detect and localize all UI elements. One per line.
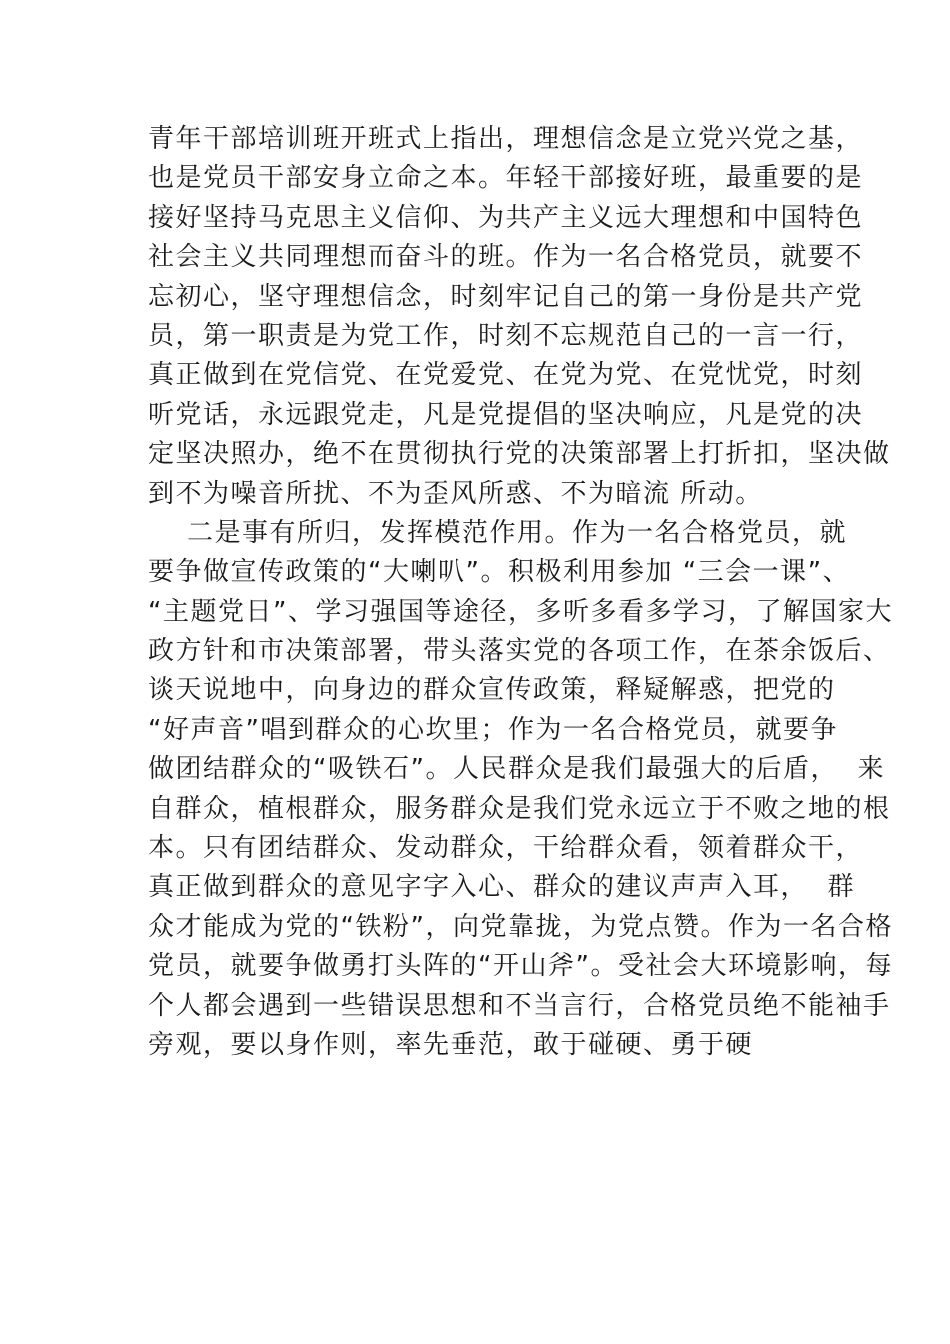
text-line: 也是党员干部安身立命之本。年轻干部接好班，最重要的是	[148, 163, 864, 194]
text-line: “好声音”唱到群众的心坎里；作为一名合格党员，就要争	[148, 714, 838, 745]
text-line: 众才能成为党的“铁粉”，向党靠拢，为党点赞。作为一名合格	[148, 911, 893, 942]
text-line: 真正做到群众的意见字字入心、群众的建议声声入耳， 群	[148, 872, 856, 903]
text-line: 定坚决照办，绝不在贯彻执行党的决策部署上打折扣，坚决做	[148, 439, 891, 470]
text-line: 青年干部培训班开班式上指出，理想信念是立党兴党之基，	[148, 124, 864, 154]
text-line: 真正做到在党信党、在党爱党、在党为党、在党忧党，时刻	[148, 360, 864, 391]
text-line: 听党话，永远跟党走，凡是党提倡的坚决响应，凡是党的决	[148, 399, 864, 430]
text-line: 做团结群众的“吸铁石”。人民群众是我们最强大的后盾， 来	[148, 754, 885, 785]
text-line: 党员，就要争做勇打头阵的“开山斧”。受社会大环境影响，每	[148, 951, 893, 982]
text-line: 政方针和市决策部署，带头落实党的各项工作，在茶余饭后、	[148, 636, 891, 667]
text-line: 接好坚持马克思主义信仰、为共产主义远大理想和中国特色	[148, 202, 864, 233]
text-line: 社会主义共同理想而奋斗的班。作为一名合格党员，就要不	[148, 242, 864, 273]
text-line: “主题党日”、学习强国等途径，多听多看多学习，了解国家大	[148, 596, 893, 627]
text-line: 要争做宣传政策的“大喇叭”。积极利用参加 “三会一课”、	[148, 557, 851, 588]
body-text	[148, 120, 893, 1065]
text-line: 自群众，植根群众，服务群众是我们党永远立于不败之地的根	[148, 793, 891, 824]
text-line: 员，第一职责是为党工作，时刻不忘规范自己的一言一行，	[148, 320, 864, 351]
text-line: 到不为噪音所扰、不为歪风所惑、不为暗流 所动。	[148, 478, 763, 509]
text-line: 个人都会遇到一些错误思想和不当言行，合格党员绝不能袖手	[148, 990, 891, 1021]
text-line: 忘初心，坚守理想信念，时刻牢记自己的第一身份是共产党	[148, 281, 864, 312]
text-line: 本。只有团结群众、发动群众，干给群众看，领着群众干，	[148, 833, 864, 864]
text-line: 谈天说地中，向身边的群众宣传政策，释疑解惑，把党的	[148, 675, 836, 706]
paragraph-start-line: 二是事有所归，发挥模范作用。作为一名合格党员，就	[148, 517, 848, 548]
text-line: 旁观，要以身作则，率先垂范，敢于碰硬、勇于硬	[148, 1029, 754, 1060]
